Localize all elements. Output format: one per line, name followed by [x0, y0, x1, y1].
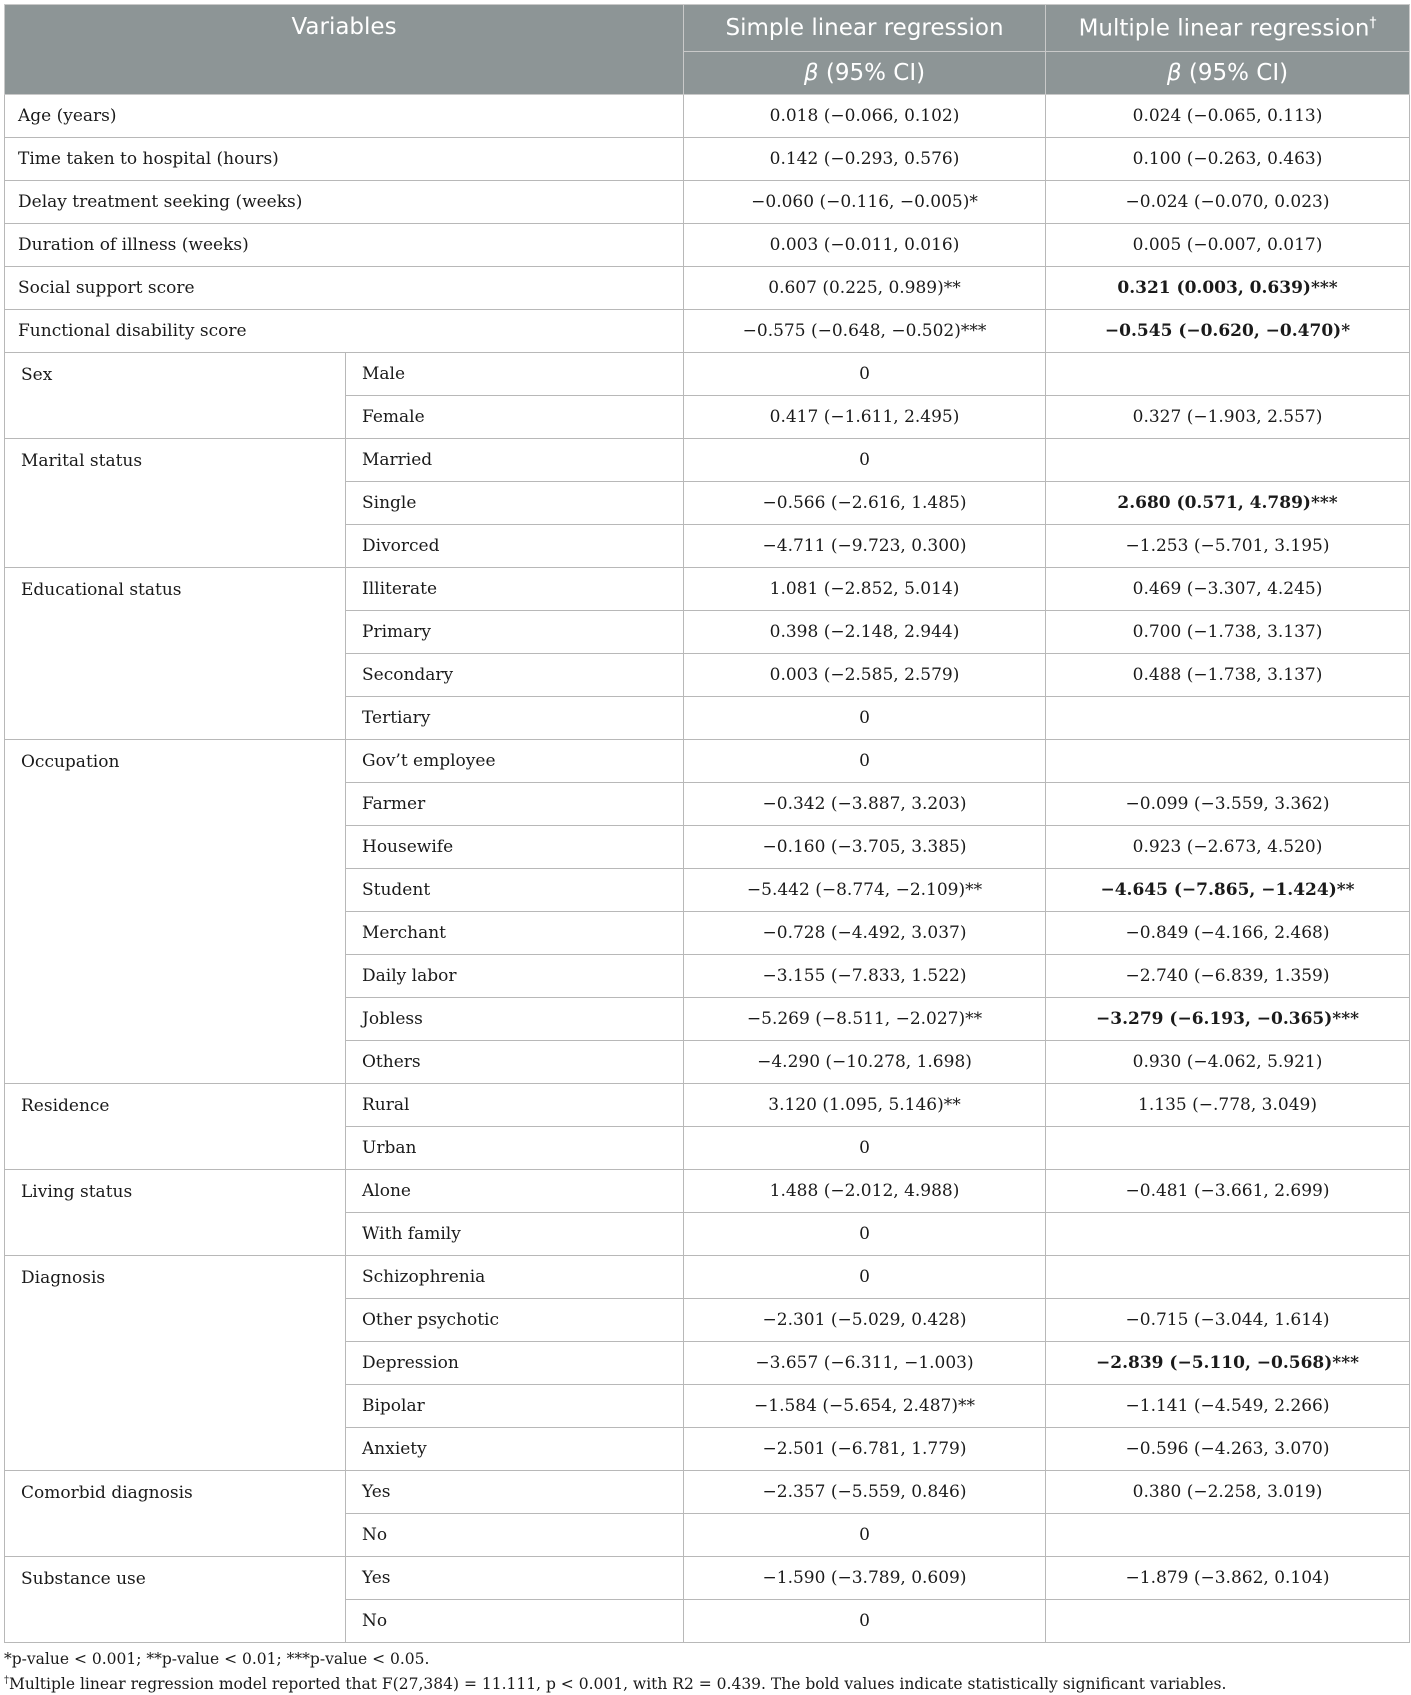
simple-beta-value: −0.342 (−3.887, 3.203) — [684, 783, 1046, 826]
table-row — [5, 95, 1410, 138]
multiple-beta-value — [1046, 740, 1410, 783]
simple-beta-value: 0.607 (0.225, 0.989)** — [684, 267, 1046, 310]
simple-beta-value: 0 — [684, 439, 1046, 482]
simple-beta-value: −2.301 (−5.029, 0.428) — [684, 1299, 1046, 1342]
header-multiple — [1046, 5, 1410, 52]
table-row — [5, 1084, 1410, 1127]
simple-beta-value: 0.018 (−0.066, 0.102) — [684, 95, 1046, 138]
simple-beta-value: −4.711 (−9.723, 0.300) — [684, 525, 1046, 568]
multiple-beta-value: 0.923 (−2.673, 4.520) — [1046, 826, 1410, 869]
variable-label: Delay treatment seeking (weeks) — [5, 181, 684, 224]
ci-label: (95% CI) — [1188, 60, 1289, 86]
group-label: Occupation — [5, 740, 346, 1084]
multiple-beta-value: 0.327 (−1.903, 2.557) — [1046, 396, 1410, 439]
table-row — [5, 181, 1410, 224]
simple-beta-value: −4.290 (−10.278, 1.698) — [684, 1041, 1046, 1084]
multiple-beta-value: −0.596 (−4.263, 3.070) — [1046, 1428, 1410, 1471]
table-row — [5, 1557, 1410, 1600]
table-row — [5, 1170, 1410, 1213]
category-label: Depression — [346, 1342, 684, 1385]
table-row — [5, 740, 1410, 783]
category-label: Gov’t employee — [346, 740, 684, 783]
variable-label: Duration of illness (weeks) — [5, 224, 684, 267]
simple-beta-value: 0.398 (−2.148, 2.944) — [684, 611, 1046, 654]
table-row — [5, 568, 1410, 611]
multiple-beta-value: 1.135 (−.778, 3.049) — [1046, 1084, 1410, 1127]
simple-beta-value: −2.357 (−5.559, 0.846) — [684, 1471, 1046, 1514]
category-label: Bipolar — [346, 1385, 684, 1428]
table-row — [5, 353, 1410, 396]
category-label: Urban — [346, 1127, 684, 1170]
multiple-beta-value: 0.024 (−0.065, 0.113) — [1046, 95, 1410, 138]
multiple-beta-value — [1046, 697, 1410, 740]
regression-table — [4, 4, 1410, 1643]
multiple-beta-value: 0.700 (−1.738, 3.137) — [1046, 611, 1410, 654]
category-label: Farmer — [346, 783, 684, 826]
category-label: No — [346, 1600, 684, 1643]
simple-beta-value: 0.003 (−2.585, 2.579) — [684, 654, 1046, 697]
simple-beta-value: −0.160 (−3.705, 3.385) — [684, 826, 1046, 869]
header-simple-beta — [684, 52, 1046, 95]
group-label: Educational status — [5, 568, 346, 740]
table-body — [5, 95, 1410, 1643]
header-variables: Variables — [5, 5, 684, 95]
simple-beta-value: 0.003 (−0.011, 0.016) — [684, 224, 1046, 267]
simple-beta-value: 0 — [684, 1127, 1046, 1170]
table-row — [5, 310, 1410, 353]
category-label: Anxiety — [346, 1428, 684, 1471]
simple-beta-value: 0 — [684, 1514, 1046, 1557]
category-label: Single — [346, 482, 684, 525]
category-label: Merchant — [346, 912, 684, 955]
multiple-beta-value: 0.488 (−1.738, 3.137) — [1046, 654, 1410, 697]
simple-beta-value: −5.442 (−8.774, −2.109)** — [684, 869, 1046, 912]
category-label: Female — [346, 396, 684, 439]
simple-beta-value: 0 — [684, 353, 1046, 396]
simple-beta-value: 3.120 (1.095, 5.146)** — [684, 1084, 1046, 1127]
category-label: Jobless — [346, 998, 684, 1041]
simple-beta-value: −0.728 (−4.492, 3.037) — [684, 912, 1046, 955]
multiple-beta-value — [1046, 1600, 1410, 1643]
group-label: Comorbid diagnosis — [5, 1471, 346, 1557]
category-label: Secondary — [346, 654, 684, 697]
category-label: No — [346, 1514, 684, 1557]
multiple-beta-value: 0.380 (−2.258, 3.019) — [1046, 1471, 1410, 1514]
multiple-beta-value: −1.141 (−4.549, 2.266) — [1046, 1385, 1410, 1428]
simple-beta-value: −5.269 (−8.511, −2.027)** — [684, 998, 1046, 1041]
footnote-significance: *p-value < 0.001; **p-value < 0.01; ***p-value < 0.05. — [4, 1650, 430, 1668]
multiple-beta-value: −0.715 (−3.044, 1.614) — [1046, 1299, 1410, 1342]
category-label: Others — [346, 1041, 684, 1084]
category-label: Primary — [346, 611, 684, 654]
multiple-beta-value — [1046, 353, 1410, 396]
group-label: Living status — [5, 1170, 346, 1256]
category-label: Other psychotic — [346, 1299, 684, 1342]
group-label: Marital status — [5, 439, 346, 568]
category-label: With family — [346, 1213, 684, 1256]
simple-beta-value: −0.575 (−0.648, −0.502)*** — [684, 310, 1046, 353]
header-simple: Simple linear regression — [684, 5, 1046, 52]
category-label: Illiterate — [346, 568, 684, 611]
multiple-beta-value — [1046, 1127, 1410, 1170]
multiple-beta-value: −1.879 (−3.862, 0.104) — [1046, 1557, 1410, 1600]
header-multiple-label: Multiple linear regression — [1078, 15, 1370, 42]
variable-label: Time taken to hospital (hours) — [5, 138, 684, 181]
multiple-beta-value — [1046, 439, 1410, 482]
category-label: Student — [346, 869, 684, 912]
simple-beta-value: 0 — [684, 1256, 1046, 1299]
group-label: Sex — [5, 353, 346, 439]
multiple-beta-value: −2.740 (−6.839, 1.359) — [1046, 955, 1410, 998]
multiple-beta-value — [1046, 1514, 1410, 1557]
group-label: Residence — [5, 1084, 346, 1170]
table-row — [5, 1256, 1410, 1299]
multiple-beta-value — [1046, 1256, 1410, 1299]
multiple-beta-value: 0.930 (−4.062, 5.921) — [1046, 1041, 1410, 1084]
group-label: Diagnosis — [5, 1256, 346, 1471]
footnote-model-text: Multiple linear regression model reported that F(27,384) = 11.111, p < 0.001, with R2 = 0.439. The bold values indicate statistically significant variables. — [9, 1675, 1227, 1694]
multiple-beta-value: −0.849 (−4.166, 2.468) — [1046, 912, 1410, 955]
category-label: Divorced — [346, 525, 684, 568]
multiple-beta-value: −3.279 (−6.193, −0.365)*** — [1046, 998, 1410, 1041]
category-label: Schizophrenia — [346, 1256, 684, 1299]
table-row — [5, 439, 1410, 482]
table-header — [5, 5, 1410, 95]
multiple-beta-value: 0.469 (−3.307, 4.245) — [1046, 568, 1410, 611]
variable-label: Social support score — [5, 267, 684, 310]
simple-beta-value: −2.501 (−6.781, 1.779) — [684, 1428, 1046, 1471]
group-label: Substance use — [5, 1557, 346, 1643]
multiple-beta-value — [1046, 1213, 1410, 1256]
category-label: Rural — [346, 1084, 684, 1127]
table-row — [5, 224, 1410, 267]
simple-beta-value: 0 — [684, 1213, 1046, 1256]
ci-label: (95% CI) — [825, 60, 926, 86]
multiple-beta-value: −1.253 (−5.701, 3.195) — [1046, 525, 1410, 568]
simple-beta-value: −0.060 (−0.116, −0.005)* — [684, 181, 1046, 224]
simple-beta-value: 1.081 (−2.852, 5.014) — [684, 568, 1046, 611]
header-multiple-beta — [1046, 52, 1410, 95]
variable-label: Age (years) — [5, 95, 684, 138]
multiple-beta-value: −0.099 (−3.559, 3.362) — [1046, 783, 1410, 826]
regression-table-container — [4, 4, 1409, 1695]
footnote-model-mark: † — [4, 1675, 9, 1686]
simple-beta-value: −0.566 (−2.616, 1.485) — [684, 482, 1046, 525]
multiple-beta-value: −0.481 (−3.661, 2.699) — [1046, 1170, 1410, 1213]
multiple-beta-value: 0.321 (0.003, 0.639)*** — [1046, 267, 1410, 310]
beta-symbol: β — [803, 60, 819, 86]
simple-beta-value: 0.142 (−0.293, 0.576) — [684, 138, 1046, 181]
table-row — [5, 267, 1410, 310]
category-label: Daily labor — [346, 955, 684, 998]
table-row — [5, 1471, 1410, 1514]
category-label: Alone — [346, 1170, 684, 1213]
multiple-beta-value: 0.005 (−0.007, 0.017) — [1046, 224, 1410, 267]
simple-beta-value: −1.584 (−5.654, 2.487)** — [684, 1385, 1046, 1428]
category-label: Yes — [346, 1557, 684, 1600]
category-label: Married — [346, 439, 684, 482]
category-label: Male — [346, 353, 684, 396]
variable-label: Functional disability score — [5, 310, 684, 353]
table-row — [5, 138, 1410, 181]
simple-beta-value: 0.417 (−1.611, 2.495) — [684, 396, 1046, 439]
category-label: Tertiary — [346, 697, 684, 740]
simple-beta-value: −3.155 (−7.833, 1.522) — [684, 955, 1046, 998]
simple-beta-value: −1.590 (−3.789, 0.609) — [684, 1557, 1046, 1600]
simple-beta-value: 0 — [684, 697, 1046, 740]
header-multiple-mark: † — [1369, 14, 1377, 31]
simple-beta-value: 0 — [684, 1600, 1046, 1643]
footnotes — [4, 1649, 1409, 1695]
beta-symbol: β — [1166, 60, 1182, 86]
multiple-beta-value: 2.680 (0.571, 4.789)*** — [1046, 482, 1410, 525]
simple-beta-value: 1.488 (−2.012, 4.988) — [684, 1170, 1046, 1213]
multiple-beta-value: −4.645 (−7.865, −1.424)** — [1046, 869, 1410, 912]
multiple-beta-value: −0.545 (−0.620, −0.470)* — [1046, 310, 1410, 353]
simple-beta-value: −3.657 (−6.311, −1.003) — [684, 1342, 1046, 1385]
multiple-beta-value: 0.100 (−0.263, 0.463) — [1046, 138, 1410, 181]
category-label: Yes — [346, 1471, 684, 1514]
simple-beta-value: 0 — [684, 740, 1046, 783]
multiple-beta-value: −2.839 (−5.110, −0.568)*** — [1046, 1342, 1410, 1385]
category-label: Housewife — [346, 826, 684, 869]
multiple-beta-value: −0.024 (−0.070, 0.023) — [1046, 181, 1410, 224]
